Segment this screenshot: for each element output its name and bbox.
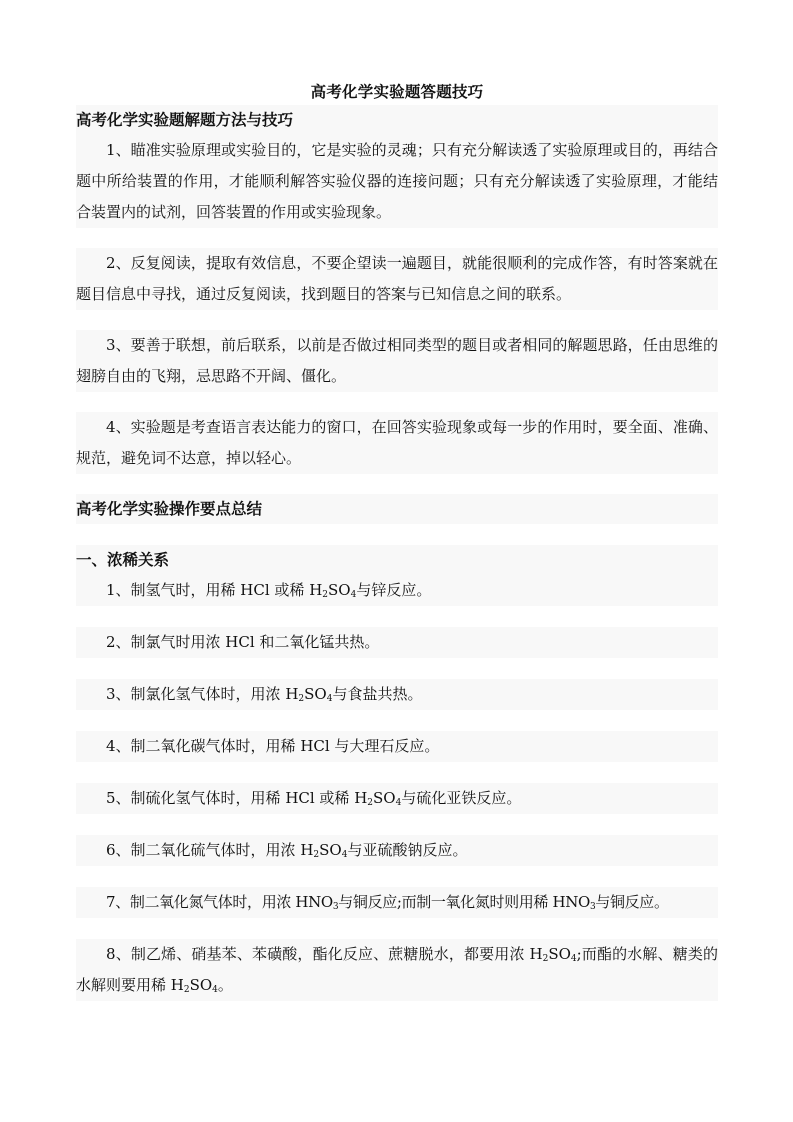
list-item-7: 7、制二氧化氮气体时，用浓 $HNO_3$与铜反应;而制一氧化氮时则用稀 $HNO_3$与铜反应。	[76, 887, 718, 918]
subsection-heading-concentration: 一、浓稀关系	[76, 545, 718, 575]
list-item-5: 5、制硫化氢气体时，用稀 HCl 或稀 $H_2SO_4$与硫化亚铁反应。	[76, 783, 718, 814]
list-item-8: 8、制乙烯、硝基苯、苯磺酸，酯化反应、蔗糖脱水，都要用浓 $H_2SO_4$;而酯的水解、糖类的水解则要用稀 $H_2SO_4$。	[76, 939, 718, 1001]
list-item-2: 2、制氯气时用浓 HCl 和二氧化锰共热。	[76, 627, 718, 658]
paragraph-2: 2、反复阅读，提取有效信息，不要企望读一遍题目，就能很顺利的完成作答，有时答案就在题目信息中寻找，通过反复阅读，找到题目的答案与已知信息之间的联系。	[76, 248, 718, 310]
list-item-6: 6、制二氧化硫气体时，用浓 $H_2SO_4$与亚硫酸钠反应。	[76, 835, 718, 866]
section-heading-methods: 高考化学实验题解题方法与技巧	[76, 105, 718, 135]
paragraph-4: 4、实验题是考查语言表达能力的窗口，在回答实验现象或每一步的作用时，要全面、准确、规范，避免词不达意，掉以轻心。	[76, 412, 718, 474]
document-body	[76, 79, 718, 1001]
document-title: 高考化学实验题答题技巧	[310, 82, 484, 101]
list-item-4: 4、制二氧化碳气体时，用稀 HCl 与大理石反应。	[76, 731, 718, 762]
paragraph-3: 3、要善于联想，前后联系，以前是否做过相同类型的题目或者相同的解题思路，任由思维的翅膀自由的飞翔，忌思路不开阔、僵化。	[76, 330, 718, 392]
section-heading-operations: 高考化学实验操作要点总结	[76, 494, 718, 524]
list-item-1: 1、制氢气时，用稀 HCl 或稀 $H_2SO_4$与锌反应。	[76, 575, 718, 606]
list-item-3: 3、制氯化氢气体时，用浓 $H_2SO_4$与食盐共热。	[76, 679, 718, 710]
paragraph-1: 1、瞄准实验原理或实验目的，它是实验的灵魂；只有充分解读透了实验原理或目的，再结合题中所给装置的作用，才能顺利解答实验仪器的连接问题；只有充分解读透了实验原理，才能结合装置内的试剂，回答装置的作用或实验现象。	[76, 135, 718, 228]
